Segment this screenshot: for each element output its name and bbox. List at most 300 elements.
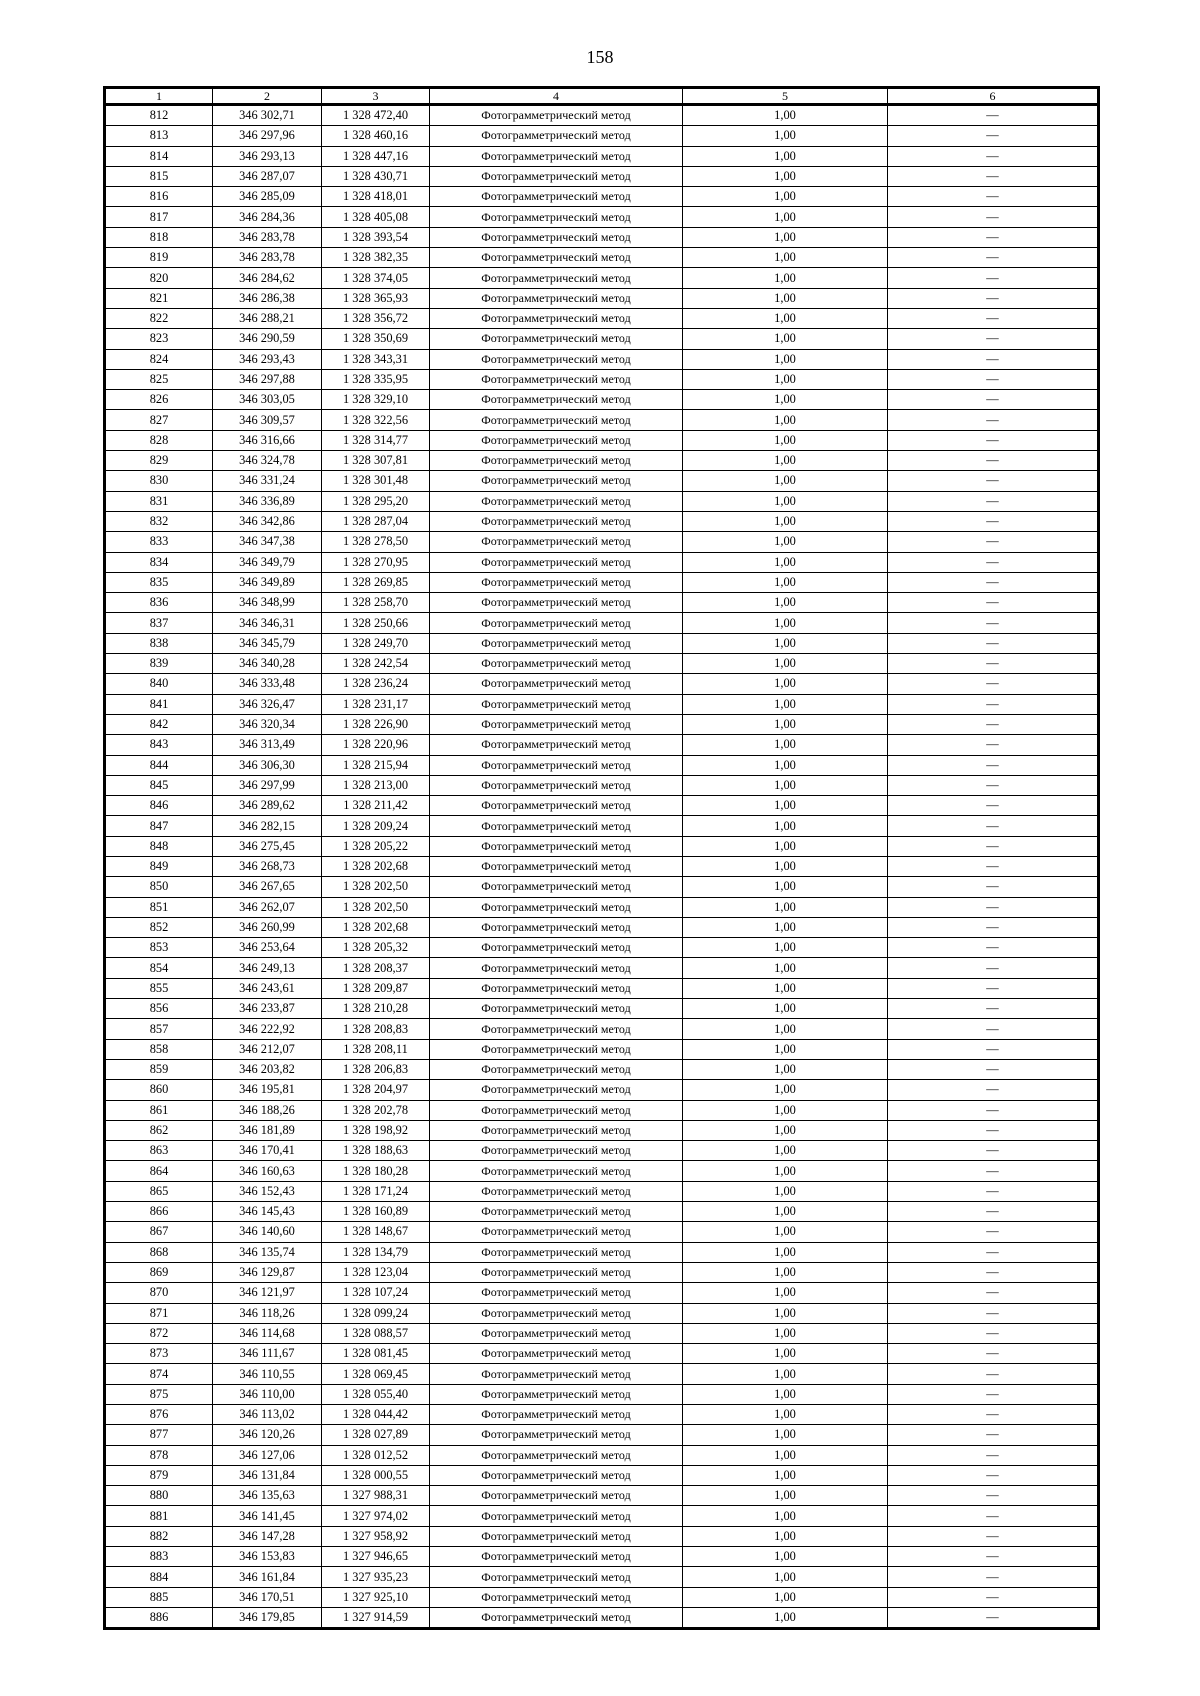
- note-cell: —: [888, 1344, 1099, 1364]
- accuracy-cell: 1,00: [683, 105, 888, 126]
- method-cell: Фотограмметрический метод: [430, 390, 683, 410]
- point-number-cell: 862: [105, 1120, 213, 1140]
- accuracy-cell: 1,00: [683, 958, 888, 978]
- point-number-cell: 854: [105, 958, 213, 978]
- note-cell: —: [888, 349, 1099, 369]
- accuracy-cell: 1,00: [683, 1445, 888, 1465]
- table-row: [105, 796, 1099, 816]
- x-coordinate-cell: 346 349,79: [213, 552, 322, 572]
- note-cell: —: [888, 268, 1099, 288]
- note-cell: —: [888, 1506, 1099, 1526]
- accuracy-cell: 1,00: [683, 308, 888, 328]
- method-cell: Фотограмметрический метод: [430, 593, 683, 613]
- point-number-cell: 833: [105, 532, 213, 552]
- x-coordinate-cell: 346 345,79: [213, 633, 322, 653]
- y-coordinate-cell: 1 327 914,59: [322, 1607, 430, 1628]
- table-row: [105, 166, 1099, 186]
- note-cell: —: [888, 1547, 1099, 1567]
- accuracy-cell: 1,00: [683, 430, 888, 450]
- y-coordinate-cell: 1 328 335,95: [322, 369, 430, 389]
- note-cell: —: [888, 694, 1099, 714]
- table-row: [105, 714, 1099, 734]
- point-number-cell: 839: [105, 654, 213, 674]
- table-row: [105, 775, 1099, 795]
- y-coordinate-cell: 1 328 198,92: [322, 1120, 430, 1140]
- table-row: [105, 1364, 1099, 1384]
- method-cell: Фотограмметрический метод: [430, 511, 683, 531]
- table-row: [105, 613, 1099, 633]
- point-number-cell: 835: [105, 572, 213, 592]
- x-coordinate-cell: 346 260,99: [213, 917, 322, 937]
- accuracy-cell: 1,00: [683, 1059, 888, 1079]
- x-coordinate-cell: 346 333,48: [213, 674, 322, 694]
- note-cell: —: [888, 1161, 1099, 1181]
- note-cell: —: [888, 1445, 1099, 1465]
- note-cell: —: [888, 1080, 1099, 1100]
- note-cell: —: [888, 1120, 1099, 1140]
- method-cell: Фотограмметрический метод: [430, 146, 683, 166]
- accuracy-cell: 1,00: [683, 511, 888, 531]
- y-coordinate-cell: 1 328 000,55: [322, 1465, 430, 1485]
- method-cell: Фотограмметрический метод: [430, 451, 683, 471]
- note-cell: —: [888, 775, 1099, 795]
- y-coordinate-cell: 1 328 215,94: [322, 755, 430, 775]
- method-cell: Фотограмметрический метод: [430, 268, 683, 288]
- table-row: [105, 1567, 1099, 1587]
- point-number-cell: 832: [105, 511, 213, 531]
- table-row: [105, 917, 1099, 937]
- accuracy-cell: 1,00: [683, 978, 888, 998]
- point-number-cell: 828: [105, 430, 213, 450]
- method-cell: Фотограмметрический метод: [430, 1486, 683, 1506]
- y-coordinate-cell: 1 328 322,56: [322, 410, 430, 430]
- x-coordinate-cell: 346 203,82: [213, 1059, 322, 1079]
- note-cell: —: [888, 938, 1099, 958]
- note-cell: —: [888, 146, 1099, 166]
- accuracy-cell: 1,00: [683, 877, 888, 897]
- point-number-cell: 852: [105, 917, 213, 937]
- column-header-5: 5: [683, 88, 888, 105]
- point-number-cell: 872: [105, 1323, 213, 1343]
- point-number-cell: 817: [105, 207, 213, 227]
- y-coordinate-cell: 1 328 393,54: [322, 227, 430, 247]
- point-number-cell: 879: [105, 1465, 213, 1485]
- y-coordinate-cell: 1 328 107,24: [322, 1283, 430, 1303]
- table-row: [105, 1303, 1099, 1323]
- method-cell: Фотограмметрический метод: [430, 1019, 683, 1039]
- x-coordinate-cell: 346 161,84: [213, 1567, 322, 1587]
- y-coordinate-cell: 1 328 314,77: [322, 430, 430, 450]
- method-cell: Фотограмметрический метод: [430, 105, 683, 126]
- column-header-6: 6: [888, 88, 1099, 105]
- x-coordinate-cell: 346 110,55: [213, 1364, 322, 1384]
- x-coordinate-cell: 346 212,07: [213, 1039, 322, 1059]
- method-cell: Фотограмметрический метод: [430, 674, 683, 694]
- table-row: [105, 451, 1099, 471]
- note-cell: —: [888, 105, 1099, 126]
- method-cell: Фотограмметрический метод: [430, 1283, 683, 1303]
- accuracy-cell: 1,00: [683, 187, 888, 207]
- method-cell: Фотограмметрический метод: [430, 1425, 683, 1445]
- method-cell: Фотограмметрический метод: [430, 856, 683, 876]
- note-cell: —: [888, 1059, 1099, 1079]
- accuracy-cell: 1,00: [683, 1384, 888, 1404]
- method-cell: Фотограмметрический метод: [430, 999, 683, 1019]
- method-cell: Фотограмметрический метод: [430, 1222, 683, 1242]
- method-cell: Фотограмметрический метод: [430, 1567, 683, 1587]
- column-header-1: 1: [105, 88, 213, 105]
- x-coordinate-cell: 346 153,83: [213, 1547, 322, 1567]
- accuracy-cell: 1,00: [683, 1344, 888, 1364]
- x-coordinate-cell: 346 262,07: [213, 897, 322, 917]
- accuracy-cell: 1,00: [683, 146, 888, 166]
- note-cell: —: [888, 1607, 1099, 1628]
- method-cell: Фотограмметрический метод: [430, 410, 683, 430]
- accuracy-cell: 1,00: [683, 1567, 888, 1587]
- table-row: [105, 897, 1099, 917]
- x-coordinate-cell: 346 283,78: [213, 248, 322, 268]
- point-number-cell: 856: [105, 999, 213, 1019]
- y-coordinate-cell: 1 328 250,66: [322, 613, 430, 633]
- accuracy-cell: 1,00: [683, 897, 888, 917]
- note-cell: —: [888, 207, 1099, 227]
- method-cell: Фотограмметрический метод: [430, 1080, 683, 1100]
- x-coordinate-cell: 346 313,49: [213, 735, 322, 755]
- method-cell: Фотограмметрический метод: [430, 1506, 683, 1526]
- table-row: [105, 674, 1099, 694]
- note-cell: —: [888, 1425, 1099, 1445]
- note-cell: —: [888, 1567, 1099, 1587]
- y-coordinate-cell: 1 328 343,31: [322, 349, 430, 369]
- table-row: [105, 1486, 1099, 1506]
- point-number-cell: 847: [105, 816, 213, 836]
- y-coordinate-cell: 1 328 208,11: [322, 1039, 430, 1059]
- note-cell: —: [888, 633, 1099, 653]
- table-row: [105, 187, 1099, 207]
- x-coordinate-cell: 346 320,34: [213, 714, 322, 734]
- accuracy-cell: 1,00: [683, 613, 888, 633]
- y-coordinate-cell: 1 328 208,83: [322, 1019, 430, 1039]
- note-cell: —: [888, 1283, 1099, 1303]
- x-coordinate-cell: 346 188,26: [213, 1100, 322, 1120]
- accuracy-cell: 1,00: [683, 1364, 888, 1384]
- table-row: [105, 1283, 1099, 1303]
- note-cell: —: [888, 816, 1099, 836]
- method-cell: Фотограмметрический метод: [430, 1303, 683, 1323]
- method-cell: Фотограмметрический метод: [430, 1100, 683, 1120]
- x-coordinate-cell: 346 340,28: [213, 654, 322, 674]
- x-coordinate-cell: 346 140,60: [213, 1222, 322, 1242]
- x-coordinate-cell: 346 287,07: [213, 166, 322, 186]
- accuracy-cell: 1,00: [683, 1242, 888, 1262]
- note-cell: —: [888, 511, 1099, 531]
- point-number-cell: 866: [105, 1202, 213, 1222]
- table-row: [105, 877, 1099, 897]
- method-cell: Фотограмметрический метод: [430, 248, 683, 268]
- point-number-cell: 836: [105, 593, 213, 613]
- note-cell: —: [888, 877, 1099, 897]
- table-row: [105, 268, 1099, 288]
- x-coordinate-cell: 346 306,30: [213, 755, 322, 775]
- accuracy-cell: 1,00: [683, 1303, 888, 1323]
- note-cell: —: [888, 1019, 1099, 1039]
- accuracy-cell: 1,00: [683, 552, 888, 572]
- table-row: [105, 248, 1099, 268]
- x-coordinate-cell: 346 249,13: [213, 958, 322, 978]
- method-cell: Фотограмметрический метод: [430, 633, 683, 653]
- accuracy-cell: 1,00: [683, 126, 888, 146]
- point-number-cell: 885: [105, 1587, 213, 1607]
- x-coordinate-cell: 346 290,59: [213, 329, 322, 349]
- x-coordinate-cell: 346 145,43: [213, 1202, 322, 1222]
- table-row: [105, 1526, 1099, 1546]
- method-cell: Фотограмметрический метод: [430, 1364, 683, 1384]
- table-row: [105, 1465, 1099, 1485]
- method-cell: Фотограмметрический метод: [430, 491, 683, 511]
- y-coordinate-cell: 1 328 249,70: [322, 633, 430, 653]
- method-cell: Фотограмметрический метод: [430, 877, 683, 897]
- point-number-cell: 812: [105, 105, 213, 126]
- table-row: [105, 1100, 1099, 1120]
- method-cell: Фотограмметрический метод: [430, 126, 683, 146]
- note-cell: —: [888, 248, 1099, 268]
- method-cell: Фотограмметрический метод: [430, 471, 683, 491]
- point-number-cell: 843: [105, 735, 213, 755]
- accuracy-cell: 1,00: [683, 1120, 888, 1140]
- table-row: [105, 1547, 1099, 1567]
- point-number-cell: 841: [105, 694, 213, 714]
- point-number-cell: 853: [105, 938, 213, 958]
- accuracy-cell: 1,00: [683, 836, 888, 856]
- accuracy-cell: 1,00: [683, 735, 888, 755]
- y-coordinate-cell: 1 328 171,24: [322, 1181, 430, 1201]
- accuracy-cell: 1,00: [683, 796, 888, 816]
- method-cell: Фотограмметрический метод: [430, 978, 683, 998]
- method-cell: Фотограмметрический метод: [430, 430, 683, 450]
- note-cell: —: [888, 674, 1099, 694]
- point-number-cell: 821: [105, 288, 213, 308]
- y-coordinate-cell: 1 328 202,68: [322, 917, 430, 937]
- point-number-cell: 871: [105, 1303, 213, 1323]
- method-cell: Фотограмметрический метод: [430, 1384, 683, 1404]
- note-cell: —: [888, 491, 1099, 511]
- table-row: [105, 1120, 1099, 1140]
- table-row: [105, 999, 1099, 1019]
- note-cell: —: [888, 1465, 1099, 1485]
- method-cell: Фотограмметрический метод: [430, 329, 683, 349]
- y-coordinate-cell: 1 328 226,90: [322, 714, 430, 734]
- note-cell: —: [888, 836, 1099, 856]
- note-cell: —: [888, 1384, 1099, 1404]
- y-coordinate-cell: 1 328 350,69: [322, 329, 430, 349]
- accuracy-cell: 1,00: [683, 856, 888, 876]
- table-row: [105, 938, 1099, 958]
- accuracy-cell: 1,00: [683, 1405, 888, 1425]
- accuracy-cell: 1,00: [683, 1547, 888, 1567]
- y-coordinate-cell: 1 328 220,96: [322, 735, 430, 755]
- y-coordinate-cell: 1 328 382,35: [322, 248, 430, 268]
- point-number-cell: 886: [105, 1607, 213, 1628]
- accuracy-cell: 1,00: [683, 1039, 888, 1059]
- point-number-cell: 820: [105, 268, 213, 288]
- coordinates-table: [103, 86, 1100, 1630]
- point-number-cell: 861: [105, 1100, 213, 1120]
- table-row: [105, 491, 1099, 511]
- accuracy-cell: 1,00: [683, 633, 888, 653]
- point-number-cell: 869: [105, 1262, 213, 1282]
- point-number-cell: 880: [105, 1486, 213, 1506]
- accuracy-cell: 1,00: [683, 532, 888, 552]
- y-coordinate-cell: 1 327 988,31: [322, 1486, 430, 1506]
- point-number-cell: 868: [105, 1242, 213, 1262]
- method-cell: Фотограмметрический метод: [430, 735, 683, 755]
- accuracy-cell: 1,00: [683, 491, 888, 511]
- x-coordinate-cell: 346 275,45: [213, 836, 322, 856]
- table-row: [105, 1405, 1099, 1425]
- page-number: 158: [586, 47, 614, 67]
- y-coordinate-cell: 1 328 405,08: [322, 207, 430, 227]
- point-number-cell: 864: [105, 1161, 213, 1181]
- accuracy-cell: 1,00: [683, 207, 888, 227]
- table-row: [105, 390, 1099, 410]
- y-coordinate-cell: 1 328 202,50: [322, 877, 430, 897]
- table-row: [105, 1506, 1099, 1526]
- note-cell: —: [888, 1222, 1099, 1242]
- accuracy-cell: 1,00: [683, 674, 888, 694]
- y-coordinate-cell: 1 328 213,00: [322, 775, 430, 795]
- accuracy-cell: 1,00: [683, 775, 888, 795]
- accuracy-cell: 1,00: [683, 369, 888, 389]
- accuracy-cell: 1,00: [683, 1080, 888, 1100]
- note-cell: —: [888, 1486, 1099, 1506]
- y-coordinate-cell: 1 328 069,45: [322, 1364, 430, 1384]
- note-cell: —: [888, 572, 1099, 592]
- method-cell: Фотограмметрический метод: [430, 1141, 683, 1161]
- note-cell: —: [888, 1587, 1099, 1607]
- point-number-cell: 874: [105, 1364, 213, 1384]
- x-coordinate-cell: 346 114,68: [213, 1323, 322, 1343]
- table-row: [105, 593, 1099, 613]
- y-coordinate-cell: 1 328 472,40: [322, 105, 430, 126]
- x-coordinate-cell: 346 288,21: [213, 308, 322, 328]
- accuracy-cell: 1,00: [683, 248, 888, 268]
- table-row: [105, 410, 1099, 430]
- x-coordinate-cell: 346 141,45: [213, 1506, 322, 1526]
- y-coordinate-cell: 1 328 012,52: [322, 1445, 430, 1465]
- accuracy-cell: 1,00: [683, 349, 888, 369]
- table-row: [105, 227, 1099, 247]
- note-cell: —: [888, 714, 1099, 734]
- y-coordinate-cell: 1 327 925,10: [322, 1587, 430, 1607]
- method-cell: Фотограмметрический метод: [430, 308, 683, 328]
- accuracy-cell: 1,00: [683, 329, 888, 349]
- x-coordinate-cell: 346 282,15: [213, 816, 322, 836]
- y-coordinate-cell: 1 328 205,32: [322, 938, 430, 958]
- accuracy-cell: 1,00: [683, 166, 888, 186]
- table-header: [105, 88, 1099, 105]
- x-coordinate-cell: 346 324,78: [213, 451, 322, 471]
- x-coordinate-cell: 346 347,38: [213, 532, 322, 552]
- note-cell: —: [888, 1100, 1099, 1120]
- y-coordinate-cell: 1 328 081,45: [322, 1344, 430, 1364]
- table-row: [105, 1242, 1099, 1262]
- x-coordinate-cell: 346 284,62: [213, 268, 322, 288]
- x-coordinate-cell: 346 113,02: [213, 1405, 322, 1425]
- point-number-cell: 824: [105, 349, 213, 369]
- point-number-cell: 876: [105, 1405, 213, 1425]
- note-cell: —: [888, 187, 1099, 207]
- x-coordinate-cell: 346 346,31: [213, 613, 322, 633]
- point-number-cell: 875: [105, 1384, 213, 1404]
- x-coordinate-cell: 346 349,89: [213, 572, 322, 592]
- y-coordinate-cell: 1 327 958,92: [322, 1526, 430, 1546]
- method-cell: Фотограмметрический метод: [430, 714, 683, 734]
- method-cell: Фотограмметрический метод: [430, 1262, 683, 1282]
- x-coordinate-cell: 346 293,43: [213, 349, 322, 369]
- y-coordinate-cell: 1 328 180,28: [322, 1161, 430, 1181]
- x-coordinate-cell: 346 110,00: [213, 1384, 322, 1404]
- table-row: [105, 471, 1099, 491]
- method-cell: Фотограмметрический метод: [430, 1547, 683, 1567]
- y-coordinate-cell: 1 327 946,65: [322, 1547, 430, 1567]
- note-cell: —: [888, 978, 1099, 998]
- table-row: [105, 1344, 1099, 1364]
- point-number-cell: 846: [105, 796, 213, 816]
- table-row: [105, 369, 1099, 389]
- y-coordinate-cell: 1 328 242,54: [322, 654, 430, 674]
- y-coordinate-cell: 1 328 287,04: [322, 511, 430, 531]
- accuracy-cell: 1,00: [683, 572, 888, 592]
- table-row: [105, 1262, 1099, 1282]
- table-row: [105, 1445, 1099, 1465]
- point-number-cell: 823: [105, 329, 213, 349]
- y-coordinate-cell: 1 328 088,57: [322, 1323, 430, 1343]
- table-row: [105, 1323, 1099, 1343]
- accuracy-cell: 1,00: [683, 1019, 888, 1039]
- x-coordinate-cell: 346 129,87: [213, 1262, 322, 1282]
- method-cell: Фотограмметрический метод: [430, 1587, 683, 1607]
- accuracy-cell: 1,00: [683, 1222, 888, 1242]
- point-number-cell: 826: [105, 390, 213, 410]
- table-row: [105, 308, 1099, 328]
- method-cell: Фотограмметрический метод: [430, 207, 683, 227]
- point-number-cell: 827: [105, 410, 213, 430]
- note-cell: —: [888, 1364, 1099, 1384]
- x-coordinate-cell: 346 160,63: [213, 1161, 322, 1181]
- accuracy-cell: 1,00: [683, 1323, 888, 1343]
- x-coordinate-cell: 346 170,41: [213, 1141, 322, 1161]
- table-row: [105, 1384, 1099, 1404]
- accuracy-cell: 1,00: [683, 1607, 888, 1628]
- y-coordinate-cell: 1 328 447,16: [322, 146, 430, 166]
- point-number-cell: 830: [105, 471, 213, 491]
- x-coordinate-cell: 346 342,86: [213, 511, 322, 531]
- accuracy-cell: 1,00: [683, 1506, 888, 1526]
- accuracy-cell: 1,00: [683, 755, 888, 775]
- point-number-cell: 818: [105, 227, 213, 247]
- y-coordinate-cell: 1 328 209,87: [322, 978, 430, 998]
- method-cell: Фотограмметрический метод: [430, 1526, 683, 1546]
- point-number-cell: 844: [105, 755, 213, 775]
- x-coordinate-cell: 346 284,36: [213, 207, 322, 227]
- note-cell: —: [888, 1181, 1099, 1201]
- table-row: [105, 1202, 1099, 1222]
- table-row: [105, 1425, 1099, 1445]
- point-number-cell: 881: [105, 1506, 213, 1526]
- x-coordinate-cell: 346 111,67: [213, 1344, 322, 1364]
- accuracy-cell: 1,00: [683, 938, 888, 958]
- y-coordinate-cell: 1 328 055,40: [322, 1384, 430, 1404]
